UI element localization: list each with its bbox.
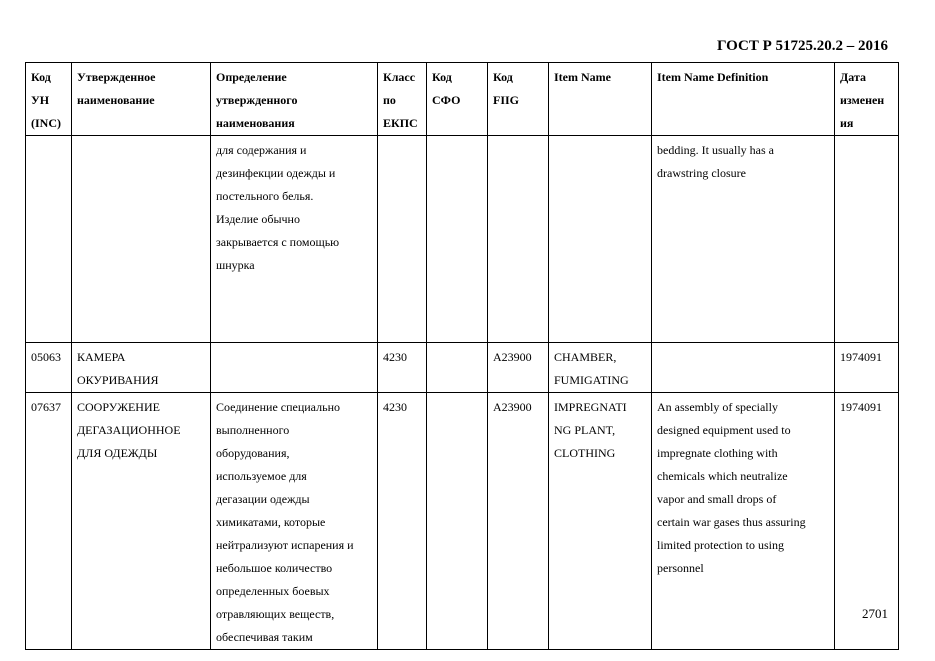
- header-item-definition: Item Name Definition: [652, 63, 835, 136]
- table-row: [26, 136, 899, 343]
- cell-class: 4230: [378, 343, 427, 393]
- cell-definition: [211, 343, 378, 393]
- cell-inc: 05063: [26, 343, 72, 393]
- cell-definition: для содержания и дезинфекции одежды и постельного белья. Изделие обычно закрывается с помощью шнурка: [211, 136, 378, 343]
- cell-date: 1974091: [835, 393, 899, 650]
- header-date: Дата изменен ия: [835, 63, 899, 136]
- table-header-row: [26, 63, 899, 136]
- cell-date: 1974091: [835, 343, 899, 393]
- header-sfo: Код СФО: [427, 63, 488, 136]
- header-item-name: Item Name: [549, 63, 652, 136]
- header-approved-name: Утвержденное наименование: [72, 63, 211, 136]
- standard-header: ГОСТ Р 51725.20.2 – 2016: [716, 38, 888, 54]
- header-inc: Код УН (INC): [26, 63, 72, 136]
- header-class: Класс по ЕКПС: [378, 63, 427, 136]
- classification-table: [25, 62, 899, 650]
- cell-sfo: [427, 393, 488, 650]
- cell-item-definition: An assembly of specially designed equipment used to impregnate clothing with chemicals which neutralize vapor and small drops of certain war gases thus assuring limited protection to using personnel: [652, 393, 835, 650]
- cell-fiig: A23900: [488, 393, 549, 650]
- cell-inc: 07637: [26, 393, 72, 650]
- cell-fiig: A23900: [488, 343, 549, 393]
- page-number: 2701: [862, 606, 888, 621]
- cell-class: 4230: [378, 393, 427, 650]
- cell-name: СООРУЖЕНИЕ ДЕГАЗАЦИОННОЕ ДЛЯ ОДЕЖДЫ: [72, 393, 211, 650]
- cell-date: [835, 136, 899, 343]
- cell-sfo: [427, 343, 488, 393]
- cell-item-name: CHAMBER, FUMIGATING: [549, 343, 652, 393]
- cell-fiig: [488, 136, 549, 343]
- cell-item-definition: [652, 343, 835, 393]
- cell-definition: Соединение специально выполненного оборудования, используемое для дегазации одежды химикатами, которые нейтрализуют испарения и небольшое количество определенных боевых отравляющих веществ, обеспечивая таким: [211, 393, 378, 650]
- header-fiig: Код FIIG: [488, 63, 549, 136]
- header-definition: Определение утвержденного наименования: [211, 63, 378, 136]
- cell-class: [378, 136, 427, 343]
- table-row: [26, 343, 899, 393]
- cell-sfo: [427, 136, 488, 343]
- cell-name: КАМЕРА ОКУРИВАНИЯ: [72, 343, 211, 393]
- table-row: [26, 393, 899, 650]
- cell-name: [72, 136, 211, 343]
- cell-item-name: IMPREGNATI NG PLANT, CLOTHING: [549, 393, 652, 650]
- cell-item-name: [549, 136, 652, 343]
- cell-item-definition: bedding. It usually has a drawstring closure: [652, 136, 835, 343]
- cell-inc: [26, 136, 72, 343]
